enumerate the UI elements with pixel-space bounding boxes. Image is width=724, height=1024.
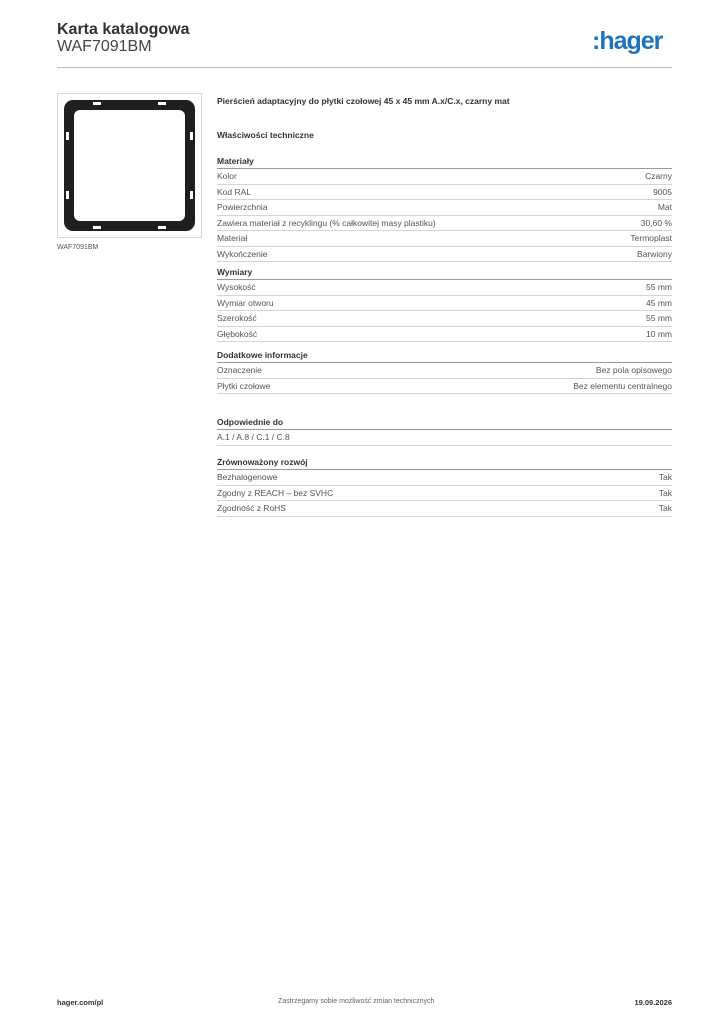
row-value: Czarny xyxy=(645,171,672,181)
image-caption: WAF7091BM xyxy=(57,244,99,251)
row-label: Kolor xyxy=(217,171,237,181)
row-label: Zgodność z RoHS xyxy=(217,503,286,513)
table-row xyxy=(217,231,672,247)
product-description: Pierścień adaptacyjny do płytki czołowej 45 x 45 mm A.x/C.x, czarny mat xyxy=(217,96,510,106)
table-row xyxy=(217,311,672,327)
table-row xyxy=(217,216,672,232)
technical-properties-heading: Właściwości techniczne xyxy=(217,130,314,140)
product-code: WAF7091BM xyxy=(57,38,152,55)
row-value: 45 mm xyxy=(646,297,672,308)
row-value: 55 mm xyxy=(646,282,672,292)
row-label: Bezhalogenowe xyxy=(217,472,278,482)
footer-date: 19.09.2026 xyxy=(634,998,672,1007)
section-title: Odpowiednie do xyxy=(217,416,672,430)
logo-text: :hager xyxy=(592,27,663,55)
row-label: Wymiar otworu xyxy=(217,297,274,308)
section-materials xyxy=(217,155,672,262)
row-label: Powierzchnia xyxy=(217,202,268,212)
section-title: Wymiary xyxy=(217,266,672,280)
row-value: Tak xyxy=(658,472,672,482)
table-row xyxy=(217,470,672,486)
row-value: Tak xyxy=(658,503,672,513)
row-label: Głębokość xyxy=(217,328,258,339)
row-value: 30,60 % xyxy=(640,217,672,228)
table-row xyxy=(217,247,672,263)
table-row xyxy=(217,327,672,343)
section-title: Dodatkowe informacje xyxy=(217,349,672,363)
footer-website-link[interactable]: hager.com/pl xyxy=(57,998,104,1007)
row-value: Mat xyxy=(657,202,672,212)
product-image xyxy=(57,93,202,238)
row-value: 9005 xyxy=(653,186,672,197)
row-label: Oznaczenie xyxy=(217,365,262,375)
row-label: Wykończenie xyxy=(217,248,268,259)
adapter-ring-image xyxy=(58,94,201,237)
row-value: 10 mm xyxy=(646,328,672,339)
table-row xyxy=(217,363,672,379)
row-value: 55 mm xyxy=(646,313,672,323)
row-label: Kod RAL xyxy=(217,186,252,197)
section-additional-info xyxy=(217,349,672,394)
row-value: Termoplast xyxy=(630,233,672,243)
table-row xyxy=(217,169,672,185)
section-suitable-for xyxy=(217,416,672,446)
table-row xyxy=(217,280,672,296)
row-label: Zgodny z REACH – bez SVHC xyxy=(217,487,334,498)
table-row xyxy=(217,296,672,312)
hager-logo[interactable] xyxy=(592,27,674,57)
row-value: Barwiony xyxy=(637,248,672,259)
header-divider xyxy=(57,67,672,68)
row-label: Płytki czołowe xyxy=(217,380,271,391)
section-dimensions xyxy=(217,266,672,342)
table-row xyxy=(217,200,672,216)
section-sustainability xyxy=(217,456,672,517)
section-title: Materiały xyxy=(217,155,672,169)
table-row xyxy=(217,430,672,446)
row-label: Szerokość xyxy=(217,313,257,323)
table-row xyxy=(217,379,672,395)
row-label: Wysokość xyxy=(217,282,256,292)
footer-disclaimer: Zastrzegamy sobie możliwość zmian technicznych xyxy=(278,998,435,1005)
table-row xyxy=(217,501,672,517)
row-label: Zawiera materiał z recyklingu (% całkowitej masy plastiku) xyxy=(217,217,436,228)
table-row xyxy=(217,486,672,502)
document-title: Karta katalogowa xyxy=(57,21,190,38)
section-title: Zrównoważony rozwój xyxy=(217,456,672,470)
row-label: Materiał xyxy=(217,233,248,243)
suitable-value: A.1 / A.8 / C.1 / C.8 xyxy=(217,432,290,442)
table-row xyxy=(217,185,672,201)
row-value: Tak xyxy=(658,487,672,498)
row-value: Bez elementu centralnego xyxy=(573,380,672,391)
row-value: Bez pola opisowego xyxy=(595,365,672,375)
